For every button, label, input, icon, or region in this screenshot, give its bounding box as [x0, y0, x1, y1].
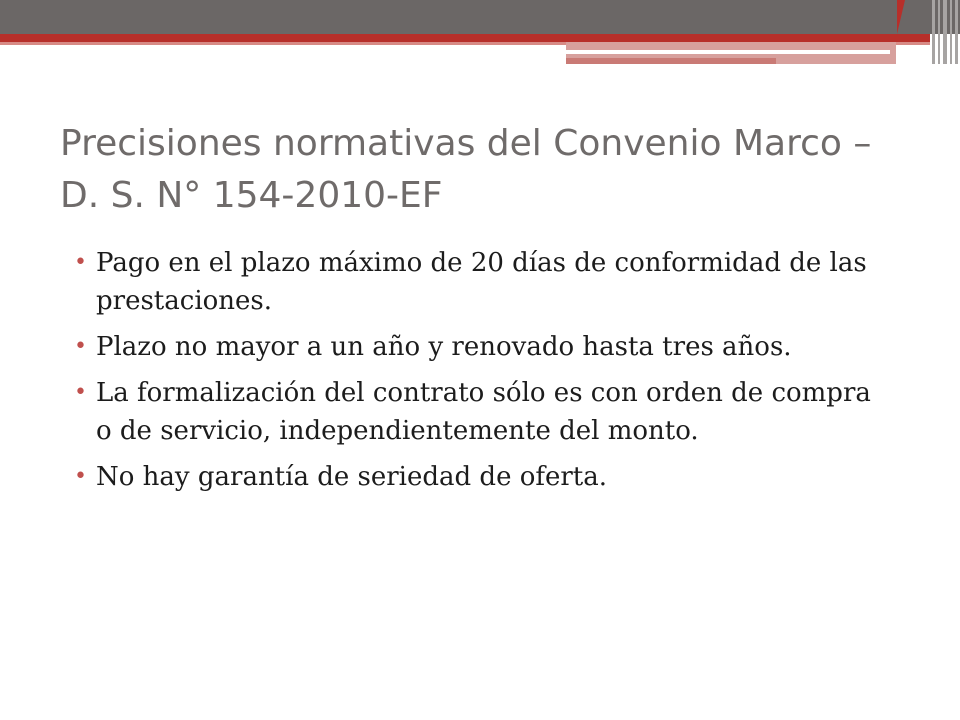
slide-title: Precisiones normativas del Convenio Marco – D. S. N° 154-2010-EF [60, 123, 872, 216]
bullet-text: Plazo no mayor a un año y renovado hasta tres años. [96, 332, 792, 362]
bullet-icon: • [74, 334, 87, 359]
bullet-item [72, 244, 892, 320]
header-side-stripes [930, 0, 960, 64]
header-corner [897, 0, 905, 34]
header-accent-line [0, 34, 930, 42]
header-notch-highlight [566, 50, 890, 54]
bullet-item [72, 374, 892, 450]
header-band [0, 0, 960, 34]
bullet-item [72, 458, 892, 496]
header-notch-underline [566, 58, 776, 64]
bullet-text: Pago en el plazo máximo de 20 días de conformidad de las prestaciones. [96, 248, 867, 316]
bullet-list [72, 244, 892, 504]
bullet-icon: • [74, 380, 87, 405]
bullet-text: La formalización del contrato sólo es con orden de compra o de servicio, independientemente del monto. [96, 378, 871, 446]
bullet-icon: • [74, 250, 87, 275]
bullet-item [72, 328, 892, 366]
bullet-text: No hay garantía de seriedad de oferta. [96, 462, 608, 492]
bullet-icon: • [74, 464, 87, 489]
